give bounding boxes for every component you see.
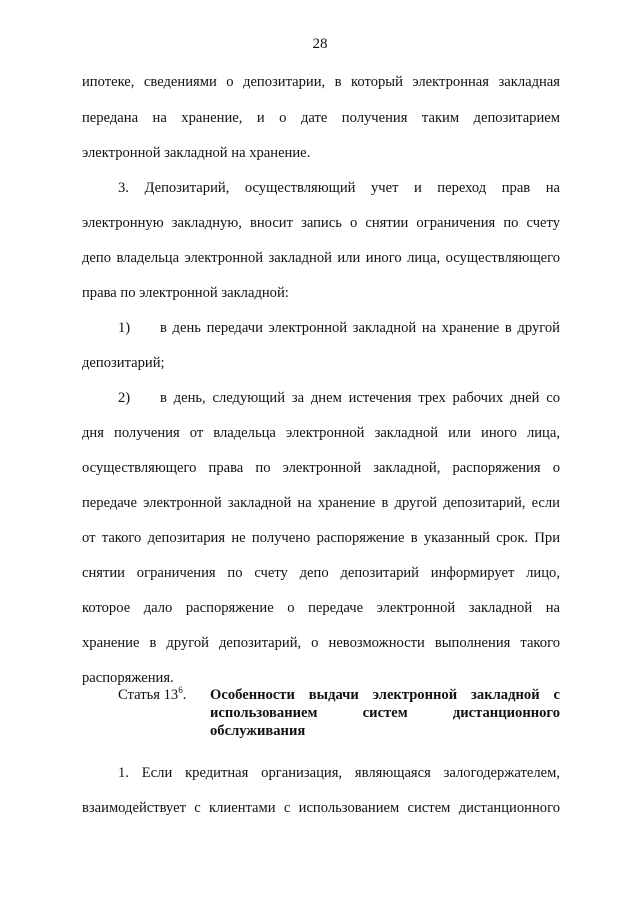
- text-line: дня получения от владельца электронной закладной или иного лица,: [82, 425, 560, 441]
- list-number: 1): [118, 320, 131, 336]
- page-number: 28: [312, 36, 328, 52]
- text-line: передана на хранение, и о дате получения таким депозитарием: [82, 110, 560, 126]
- text-line: ипотеке, сведениями о депозитарии, в который электронная закладная: [82, 74, 560, 90]
- text-line: которое дало распоряжение о передаче электронной закладной на: [82, 600, 560, 616]
- article-label-suffix: .: [182, 687, 187, 703]
- list-item-2: [118, 388, 560, 408]
- text-line: электронную закладную, вносит запись о снятии ограничения по счету: [82, 215, 560, 231]
- article-superscript: 6: [178, 685, 183, 696]
- paragraph-3-start: 3. Депозитарий, осуществляющий учет и переход прав на: [118, 180, 560, 196]
- text-line: права по электронной закладной:: [82, 285, 289, 301]
- list-text: в день, следующий за днем истечения трех рабочих дней со: [160, 390, 560, 406]
- article-number: Статья 13: [118, 687, 179, 703]
- list-number: 2): [118, 390, 131, 406]
- text-line: передаче электронной закладной на хранение в другой депозитарий, если: [82, 495, 560, 511]
- text-line: снятии ограничения по счету депо депозитарий информирует лицо,: [82, 565, 560, 581]
- text-line: депозитарий;: [82, 355, 165, 371]
- article-label: [118, 686, 186, 704]
- text-line: распоряжения.: [82, 670, 174, 686]
- text-line: депо владельца электронной закладной или иного лица, осуществляющего: [82, 250, 560, 266]
- list-item-1: [118, 318, 560, 338]
- text-line: осуществляющего права по электронной закладной, распоряжения о: [82, 460, 560, 476]
- article-paragraph-1-start: 1. Если кредитная организация, являющаяся залогодержателем,: [118, 765, 560, 781]
- article-title-line: обслуживания: [210, 723, 306, 739]
- text-line: хранение в другой депозитарий, о невозможности выполнения такого: [82, 635, 560, 651]
- text-line: от такого депозитария не получено распоряжение в указанный срок. При: [82, 530, 560, 546]
- list-text: в день передачи электронной закладной на хранение в другой: [160, 320, 560, 336]
- article-title-line: Особенности выдачи электронной закладной с: [210, 687, 560, 703]
- text-line: взаимодействует с клиентами с использованием систем дистанционного: [82, 800, 560, 816]
- article-title-line: использованием систем дистанционного: [210, 705, 560, 721]
- text-line: электронной закладной на хранение.: [82, 145, 311, 161]
